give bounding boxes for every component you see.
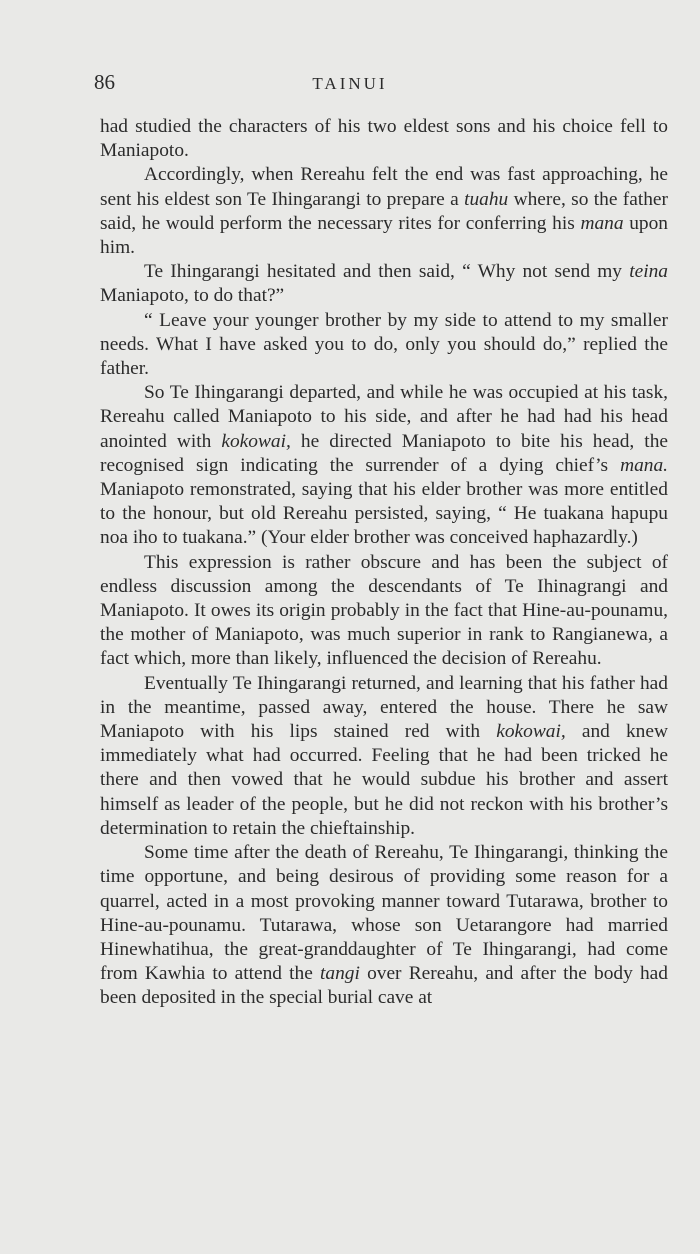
paragraph [100, 672, 668, 841]
paragraph [100, 260, 668, 308]
text-run: he directed Maniapoto to bite his head, the recognised sign indicating the surrender of a dying chief’s [100, 430, 668, 476]
paragraph [100, 163, 668, 260]
italic-term: mana. [620, 454, 668, 476]
italic-term: teina [629, 261, 668, 283]
text-run: over Rereahu, and after the body had been deposited in the special burial cave at [100, 963, 668, 1009]
paragraph [100, 381, 668, 550]
running-title: TAINUI [312, 74, 388, 93]
italic-term: tuahu [464, 188, 509, 210]
text-run: had studied the characters of his two eldest sons and his choice fell to Maniapoto. [100, 116, 668, 162]
text-run: Maniapoto remonstrated, saying that his elder brother was more entitled to the honour, but old Rereahu persisted, saying, “ He tuakana hapupu noa iho to tuakana.” (Your elder brother was conceived haphazardly.) [100, 479, 668, 549]
paragraph [100, 309, 668, 382]
italic-term: tangi [320, 963, 360, 985]
italic-term: kokowai, [496, 721, 566, 743]
text-run: Eventually Te Ihingarangi returned, and learning that his father had in the meantime, passed away, entered the house. There he saw Maniapoto with his lips stained red with [100, 672, 668, 743]
text-run: where, so the father said, he would perform the necessary rites for conferring his [100, 188, 668, 234]
text-run: upon him. [100, 212, 668, 259]
paragraph [100, 115, 668, 163]
italic-term: kokowai, [221, 430, 291, 452]
italic-term: mana [580, 212, 624, 234]
text-run: So Te Ihingarangi departed, and while he was occupied at his task, Rereahu called Maniapoto to his side, and after he had had his head anointed with [100, 382, 668, 452]
paragraph [100, 551, 668, 672]
text-run: Accordingly, when Rereahu felt the end was fast approaching, he sent his eldest son Te Ihingarangi to prepare a [100, 164, 668, 210]
text-run: This expression is rather obscure and has been the subject of endless discussion among the descendants of Te Ihinagrangi and Maniapoto. It owes its origin probably in the fact that Hine-au-pounamu, the mother of Maniapoto, was much superior in rank to Rangianewa, a fact which, more than likely, influenced the decision of Rereahu. [100, 551, 668, 670]
text-run: “ Leave your younger brother by my side to attend to my smaller needs. What I have asked you to do, only you should do,” replied the father. [100, 309, 668, 380]
text-run: and knew immediately what had occurred. Feeling that he had been tricked he there and then vowed that he would subdue his brother and assert himself as leader of the people, but he did not reckon with his brother’s determination to retain the chieftainship. [100, 721, 668, 839]
text-run: Some time after the death of Rereahu, Te Ihingarangi, thinking the time opportune, and being desirous of providing some reason for a quarrel, acted in a most provoking manner toward Tutarawa, brother to Hine-au-pounamu. Tutarawa, whose son Uetarangore had married Hinewhatihua, the great-granddaughter of Te Ihingarangi, had come from Kawhia to attend the [100, 842, 668, 985]
text-run: Te Ihingarangi hesitated and then said, “ Why not send my [144, 261, 630, 283]
page-number: 86 [94, 70, 115, 94]
text-run: Maniapoto, to do that?” [100, 285, 285, 307]
body-text [100, 115, 668, 1011]
paragraph [100, 841, 668, 1010]
